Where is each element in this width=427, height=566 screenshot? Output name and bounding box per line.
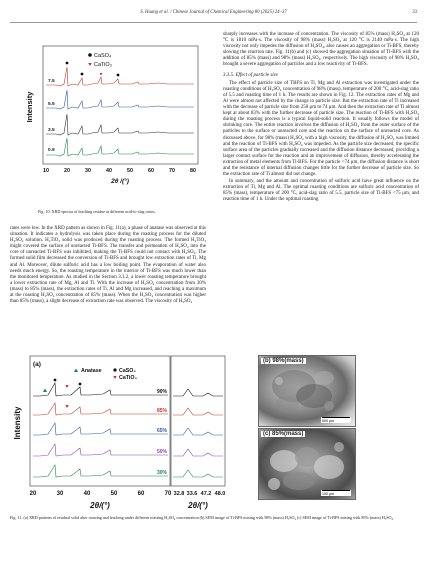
- fig10-x-tick: 20: [64, 168, 70, 174]
- fig11a-x-tick-zoom: 47.2: [200, 491, 212, 497]
- section-heading: 3.3.5. Effect of particle size: [223, 72, 278, 78]
- fig11b-scale-text: 500 μm: [322, 419, 335, 423]
- fig11a-legend-catio3: CaTiO₃: [119, 375, 137, 381]
- fig10-x-tick: 50: [127, 168, 133, 174]
- fig11b-sem-image: [258, 355, 356, 427]
- fig11a-x-label: 2θ/(°): [90, 501, 110, 510]
- fig10-x-tick: 10: [43, 168, 49, 174]
- fig10-x-tick: 70: [169, 168, 175, 174]
- sem-texture: [259, 429, 355, 499]
- paragraph: sharply increases with the increase of concentration. The viscosity of 85% (mass) H₂SO₄ at 120 °C is 1810 mPa·s. The viscosity of 98% (mass) H₂SO₄ at 120 °C is 2140 mPa·s. The high viscosity not only impedes the diffusion of H₂SO₄, also causes an aggregation or Ti-BFS, thereby slowing the reaction rate. Fig. 11(b) and (c) showed the aggregation situation of Ti-BFS with the addition of 85% (mass) and 98% (mass) H₂SO₄, respectively. The high viscosity of 98% H₂SO₄ brought a severe aggregation of particles and a low reactivity of Ti-BFS.: [223, 32, 419, 68]
- fig11c-sem-image: [258, 428, 356, 500]
- page-number: 33: [412, 10, 417, 15]
- fig11b-label: (b) 98%(mass): [263, 358, 304, 364]
- fig11a-legend: [74, 368, 138, 381]
- fig11a-curve-label: 65%: [156, 428, 167, 434]
- fig11a-x-ticks-zoom: [174, 491, 226, 497]
- fig11a-curve-label: 50%: [156, 449, 167, 455]
- fig10-curve-5.5: [46, 90, 194, 109]
- fig10-x-label: 2θ /(°): [111, 178, 129, 185]
- fig10-curve-label: 5.5: [48, 102, 55, 107]
- fig11a-peak-marker: [79, 383, 82, 386]
- fig11a-x-tick: 60: [137, 491, 145, 497]
- running-header: [10, 10, 417, 20]
- fig10-peak-marker: [66, 62, 69, 65]
- fig11a-x-tick-zoom: 32.8: [173, 491, 185, 497]
- fig10-x-ticks: [43, 168, 196, 174]
- fig10-legend-catio3: CaTiO₃: [94, 62, 112, 68]
- fig11a-panel-label: (a): [33, 361, 41, 368]
- fig10-curve-label: 0.9: [48, 148, 55, 153]
- scale-bar-line: [322, 490, 350, 491]
- fig10-x-tick: 40: [106, 168, 112, 174]
- fig11a-legend-caso4: CaSO₄: [119, 368, 136, 374]
- journal-citation: S. Huang et al. / Chinese Journal of Chemical Engineering 80 (2025) 24–37: [140, 10, 287, 15]
- fig10-x-tick: 60: [148, 168, 154, 174]
- paragraph: rates were low. In the XRD pattern as shown in Fig. 11(a), a phase of anatase was observed at this situation. It indicates a hydrolysis was taken place during the roasting process for the diluted H₂SO₄ solution. H₂TiO₃ solid was produced during the roasting process. The formed H₂TiO₃ might covered the surface of unreacted Ti-BFS. The transfer and permeation of H₂SO₄ into the core of unreacted Ti-BFS was inhibited, making the Ti-BFS could not contact with H₂SO₄. The formed solid film decreased the conversion of Ti-BFS and brought low extraction rates of Ti, Mg and Al. Moreover, dilute sulfuric acid has a low boiling point. The evaporation of water also needs much energy. So, the roasting temperature in the interior of Ti-BFS was much lower than the monitored temperature. As studied in the Section 3.3.2, a lower roasting temperature brought a lower extraction rate of Mg, Al and Ti. With the increase of H₂SO₄ concentration from 30% (mass) to 85% (mass), the extraction rates of Ti, Al and Mg increased, and reaching a maximum at the roasting H₂SO₄ concentration of 85% (mass). When the H₂SO₄ concentration was higher than 85% (mass), a slight decrease of extraction rate was observed. The viscosity of H₂SO₄: [10, 226, 206, 305]
- fig10-curve-label: 3.5: [48, 128, 55, 133]
- fig11a-curve-85: [33, 403, 168, 415]
- fig11-caption: Fig. 11. (a) XRD patterns of residual solid after roasting and leaching under different roasting H₂SO₄ concentration (b) SEM image of Ti-BFS mixing with 98% (mass) H₂SO₄ (c) SEM image of Ti-BFS mixing with 85% (mass) H₂SO₄.: [10, 515, 394, 520]
- fig11a-x-tick: 40: [83, 491, 91, 497]
- fig11a-peak-marker: [65, 405, 68, 408]
- fig11a-legend-anatase: Anatase: [81, 368, 102, 374]
- fig11a-peak-marker: [65, 385, 68, 388]
- fig11a-curve-50: [33, 444, 168, 456]
- paragraph: The effect of particle size of TBFS on Ti, Mg and Al extraction was investigated under the roasting conditions of H₂SO₄ concentration of 98% (mass), temperature of 200 °C, acid-slag ratio of 5.5 and roasting time of 1 h. The results are shown in Fig. 12. The extraction rates of Mg and Al were almost not affected by the change in particle size. But the extraction rate of Ti increased with the decrease of particle size from 250 μm to 74 μm. And then the extraction rate of Ti almost kept at about 83% with the further decrease of particle size. The reaction of Ti-BFS with H₂SO₄ during the roasting process is a typical liquid-solid reaction. It usually follows the model of shrinking core. The entire reaction involves the diffusion of H₂SO₄ from the outer surface of the particles to the surface or unreacted core and the reaction on the surface of unreacted core. As discussed above, for 98% (mass) H₂SO₄ with a high viscosity, the diffusion of H₂SO₄ was limited and the reaction of Ti-BFS with H₂SO₄ was impeded. As the particle size decreased, the specific surface area of the particles gradually increased and the diffusion distance decreased, providing a larger contact surface for the reaction and an improvement of diffusion, thereby accelerating the extraction of metal elements from Ti-BFS. For the particle <74 μm, the diffusion distance is short and the resistance of internal diffusion changes little for the further decrease of particle size. So the extraction rate of Ti almost did not change.: [223, 80, 419, 178]
- fig11a-curve-label: 85%: [156, 408, 167, 414]
- fig11a-y-label: Intensity: [13, 406, 22, 440]
- fig11a-x-tick-zoom: 48.0: [214, 491, 226, 497]
- fig11a-curve-90: [33, 383, 168, 396]
- fig10-legend-marker-caso4: [88, 53, 92, 57]
- fig11c-label: (c) 85%(mass): [263, 431, 304, 437]
- fig11a-curve-65: [33, 423, 168, 435]
- right-column-text: [223, 32, 419, 205]
- fig11a-curve-30: [33, 465, 168, 477]
- fig10-legend-marker-catio3: [88, 63, 92, 66]
- fig10-curve-0.9: [46, 138, 194, 156]
- fig10-y-label: Intensity: [25, 91, 34, 123]
- fig10-peak-marker: [100, 73, 103, 76]
- fig11a-curve-label: 90%: [156, 389, 167, 395]
- fig10-legend-caso4: CaSO₄: [94, 53, 112, 59]
- fig10-peak-marker: [117, 74, 120, 77]
- fig11b-scale: [321, 417, 351, 423]
- fig11a-x-tick: 30: [56, 491, 64, 497]
- fig11a-peak-marker: [54, 379, 57, 382]
- fig11a-peak-marker: [43, 389, 47, 393]
- fig11a-x-ticks: [30, 491, 172, 497]
- fig11a-x-tick: 20: [29, 491, 37, 497]
- fig10-curve-3.5: [46, 114, 194, 135]
- fig11a-x-label-zoom: 2θ/(°): [188, 501, 208, 510]
- fig10-legend: [88, 53, 112, 68]
- header-rule: [10, 22, 417, 23]
- fig10-caption: Fig. 10. XRD spectra of leaching residue at different acid-to-slag ratios.: [38, 209, 156, 214]
- legend-marker-caso4: [113, 368, 116, 371]
- fig10-xrd-chart: [8, 42, 208, 197]
- fig10-peak-marker: [81, 73, 84, 76]
- legend-marker-anatase: [74, 369, 78, 373]
- fig11a-x-tick: 70: [164, 491, 172, 497]
- fig11c-scale: [321, 490, 351, 496]
- fig10-curve-7.5: [46, 67, 194, 86]
- legend-marker-catio3: [113, 376, 116, 379]
- left-column-text: [10, 226, 206, 306]
- scale-bar-line: [322, 417, 350, 418]
- fig10-x-tick: 80: [190, 168, 196, 174]
- fig11a-x-tick-zoom: 33.6: [186, 491, 198, 497]
- fig11c-scale-text: 100 μm: [322, 492, 335, 496]
- fig10-curve-label: 7.5: [48, 79, 55, 84]
- fig11a-xrd-chart: [8, 353, 232, 513]
- fig11a-curve-label: 30%: [156, 470, 167, 476]
- fig11a-x-tick: 50: [110, 491, 118, 497]
- paragraph: In summary, and the amount and concentration of sulfuric acid have great influence on the extraction of Ti, Mg and Al. The optimal roasting conditions are sulfuric acid concentration of 85% (mass), temperature of 200 °C, acid-slag ratio of 5.5, particle size of Ti-BFS <75 μm, and reaction time of 1 h. Under the optimal roasting: [223, 179, 419, 203]
- fig10-x-tick: 30: [85, 168, 91, 174]
- sem-texture: [259, 356, 355, 426]
